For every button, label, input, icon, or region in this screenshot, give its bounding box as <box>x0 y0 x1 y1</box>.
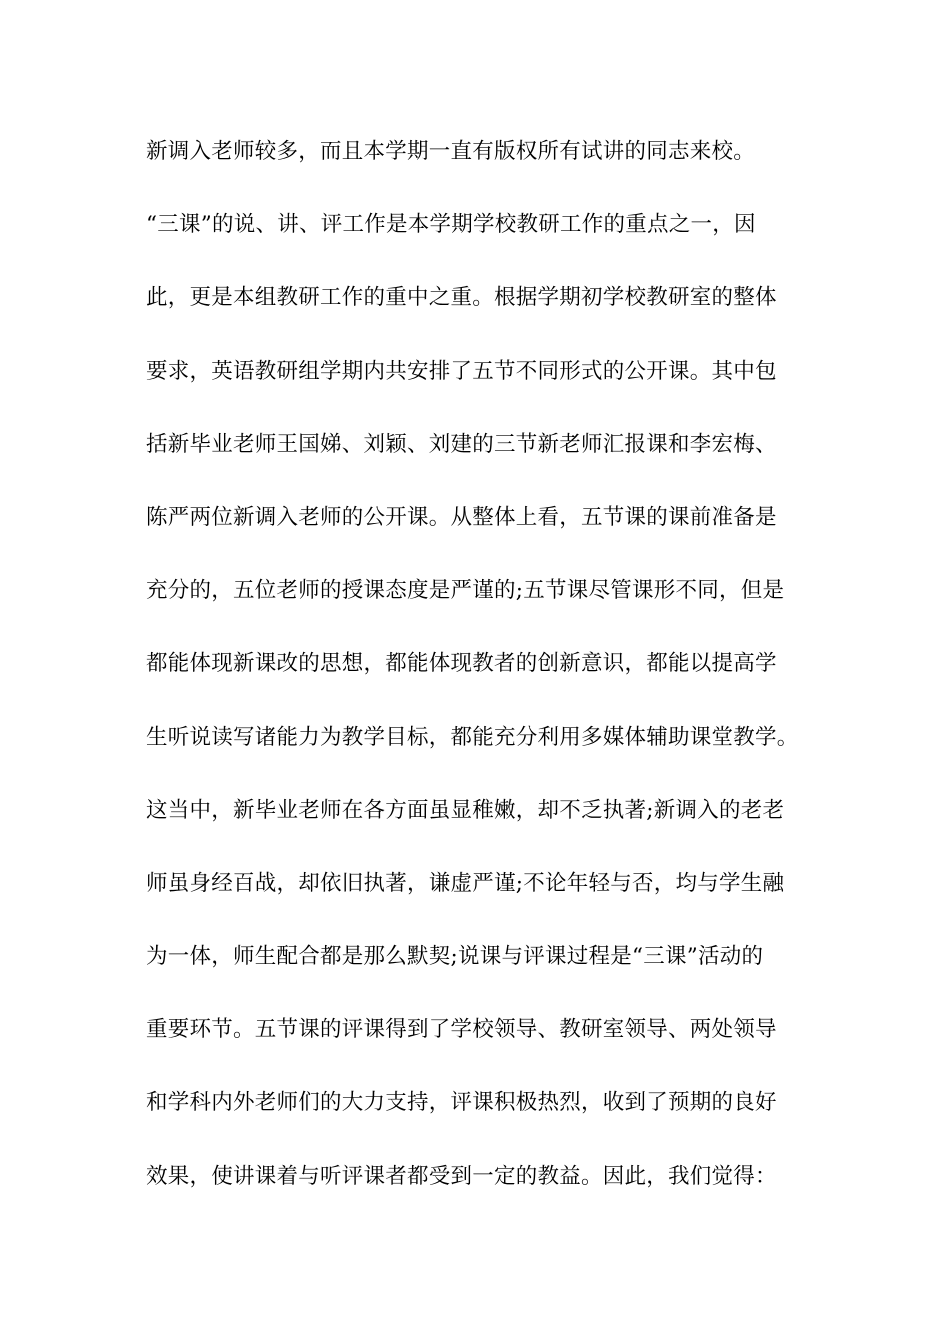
body-text <box>146 127 816 1225</box>
text-line-4: 要求，英语教研组学期内共安排了五节不同形式的公开课。其中包 <box>146 358 777 384</box>
text-line-15: 效果，使讲课着与听评课者都受到一定的教益。因此，我们觉得： <box>146 1163 777 1189</box>
text-line-1: 新调入老师较多，而且本学期一直有版权所有试讲的同志来校。 <box>146 139 756 164</box>
text-line-7: 充分的，五位老师的授课态度是严谨的;五节课尽管课形不同，但是 <box>146 578 785 604</box>
text-line-9: 生听说读写诸能力为教学目标，都能充分利用多媒体辅助课堂教学。 <box>146 724 799 750</box>
text-line-8: 都能体现新课改的思想，都能体现教者的创新意识，都能以提高学 <box>146 651 777 677</box>
text-line-3: 此，更是本组教研工作的重中之重。根据学期初学校教研室的整体 <box>146 285 777 311</box>
text-line-5: 括新毕业老师王国娣、刘颖、刘建的三节新老师汇报课和李宏梅、 <box>146 431 777 457</box>
text-line-2: “三课”的说、讲、评工作是本学期学校教研工作的重点之一，因 <box>146 212 756 238</box>
text-line-14: 和学科内外老师们的大力支持，评课积极热烈，收到了预期的良好 <box>146 1090 777 1116</box>
text-line-10: 这当中，新毕业老师在各方面虽显稚嫩，却不乏执著;新调入的老老 <box>146 797 785 823</box>
text-line-11: 师虽身经百战，却依旧执著，谦虚严谨;不论年轻与否，均与学生融 <box>146 870 785 896</box>
text-line-12: 为一体，师生配合都是那么默契;说课与评课过程是“三课”活动的 <box>146 944 764 970</box>
text-line-6: 陈严两位新调入老师的公开课。从整体上看，五节课的课前准备是 <box>146 504 777 530</box>
text-line-13: 重要环节。五节课的评课得到了学校领导、教研室领导、两处领导 <box>146 1017 777 1043</box>
